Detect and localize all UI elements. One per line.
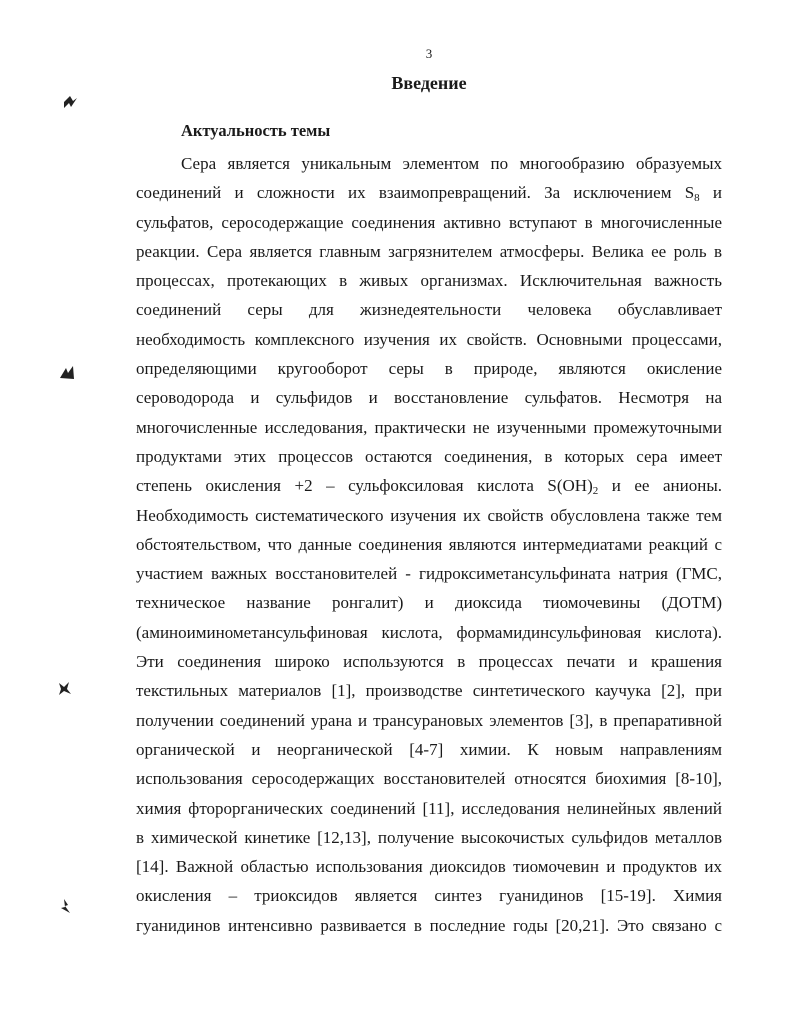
- page-number: 3: [425, 46, 433, 61]
- text-line: в химической кинетике [12,13], получение высокочистых сульфидов металлов: [136, 827, 722, 847]
- text-line: сульфатов, серосодержащие соединения активно вступают в многочисленные: [136, 212, 722, 232]
- text-line: участием важных восстановителей - гидроксиметансульфината натрия (ГМС,: [136, 564, 722, 584]
- section-heading: Актуальность темы: [181, 121, 331, 140]
- page-title: Введение: [391, 73, 467, 93]
- margin-mark-icon: [56, 897, 74, 915]
- text-line: степень окисления +2 – сульфоксиловая кислота $S(OH)_2$ и ее анионы.: [136, 476, 722, 498]
- text-line: соединений и сложности их взаимопревращений. За исключением $S_8$ и: [136, 183, 722, 205]
- text-line: химия фторорганических соединений [11], исследования нелинейных явлений: [136, 798, 722, 818]
- text-line: [14]. Важной областью использования диоксидов тиомочевин и продуктов их: [136, 857, 722, 877]
- text-line: гуанидинов интенсивно развивается в последние годы [20,21]. Это связано с: [136, 915, 722, 935]
- body-text: [136, 149, 722, 940]
- text-line: соединений серы для жизнедеятельности человека обуславливает: [136, 300, 722, 320]
- text-line: сероводорода и сульфидов и восстановление сульфатов. Несмотря на: [136, 388, 722, 408]
- text-line: техническое название ронгалит) и диоксида тиомочевины (ДОТМ): [136, 593, 722, 613]
- text-line: органической и неорганической [4-7] химии. К новым направлениям: [136, 739, 722, 759]
- text-line: Эти соединения широко используются в процессах печати и крашения: [136, 652, 722, 672]
- text-line: получении соединений урана и трансурановых элементов [3], в препаративной: [136, 710, 722, 730]
- margin-mark-icon: [55, 679, 73, 697]
- text-line: окисления – триоксидов является синтез гуанидинов [15-19]. Химия: [136, 886, 722, 906]
- text-line: Необходимость систематического изучения их свойств обусловлена также тем: [136, 505, 722, 525]
- text-line: процессах, протекающих в живых организмах. Исключительная важность: [136, 271, 722, 291]
- text-line: (аминоиминометансульфиновая кислота, формамидинсульфиновая кислота).: [136, 622, 722, 642]
- text-line: Сера является уникальным элементом по многообразию образуемых: [181, 154, 722, 173]
- text-line: определяющими кругооборот серы в природе, являются окисление: [136, 359, 722, 379]
- text-line: реакции. Сера является главным загрязнителем атмосферы. Велика ее роль в: [136, 241, 722, 261]
- text-line: необходимость комплексного изучения их свойств. Основными процессами,: [136, 329, 722, 349]
- text-line: продуктами этих процессов остаются соединения, в которых сера имеет: [136, 446, 722, 466]
- text-line: использования серосодержащих восстановителей относятся биохимия [8-10],: [136, 769, 722, 789]
- text-line: текстильных материалов [1], производстве синтетического каучука [2], при: [136, 681, 722, 701]
- margin-mark-icon: [58, 364, 76, 382]
- text-line: многочисленные исследования, практически не изученными промежуточными: [136, 417, 722, 437]
- margin-mark-icon: [61, 93, 79, 111]
- text-line: обстоятельством, что данные соединения являются интермедиатами реакций с: [136, 534, 722, 554]
